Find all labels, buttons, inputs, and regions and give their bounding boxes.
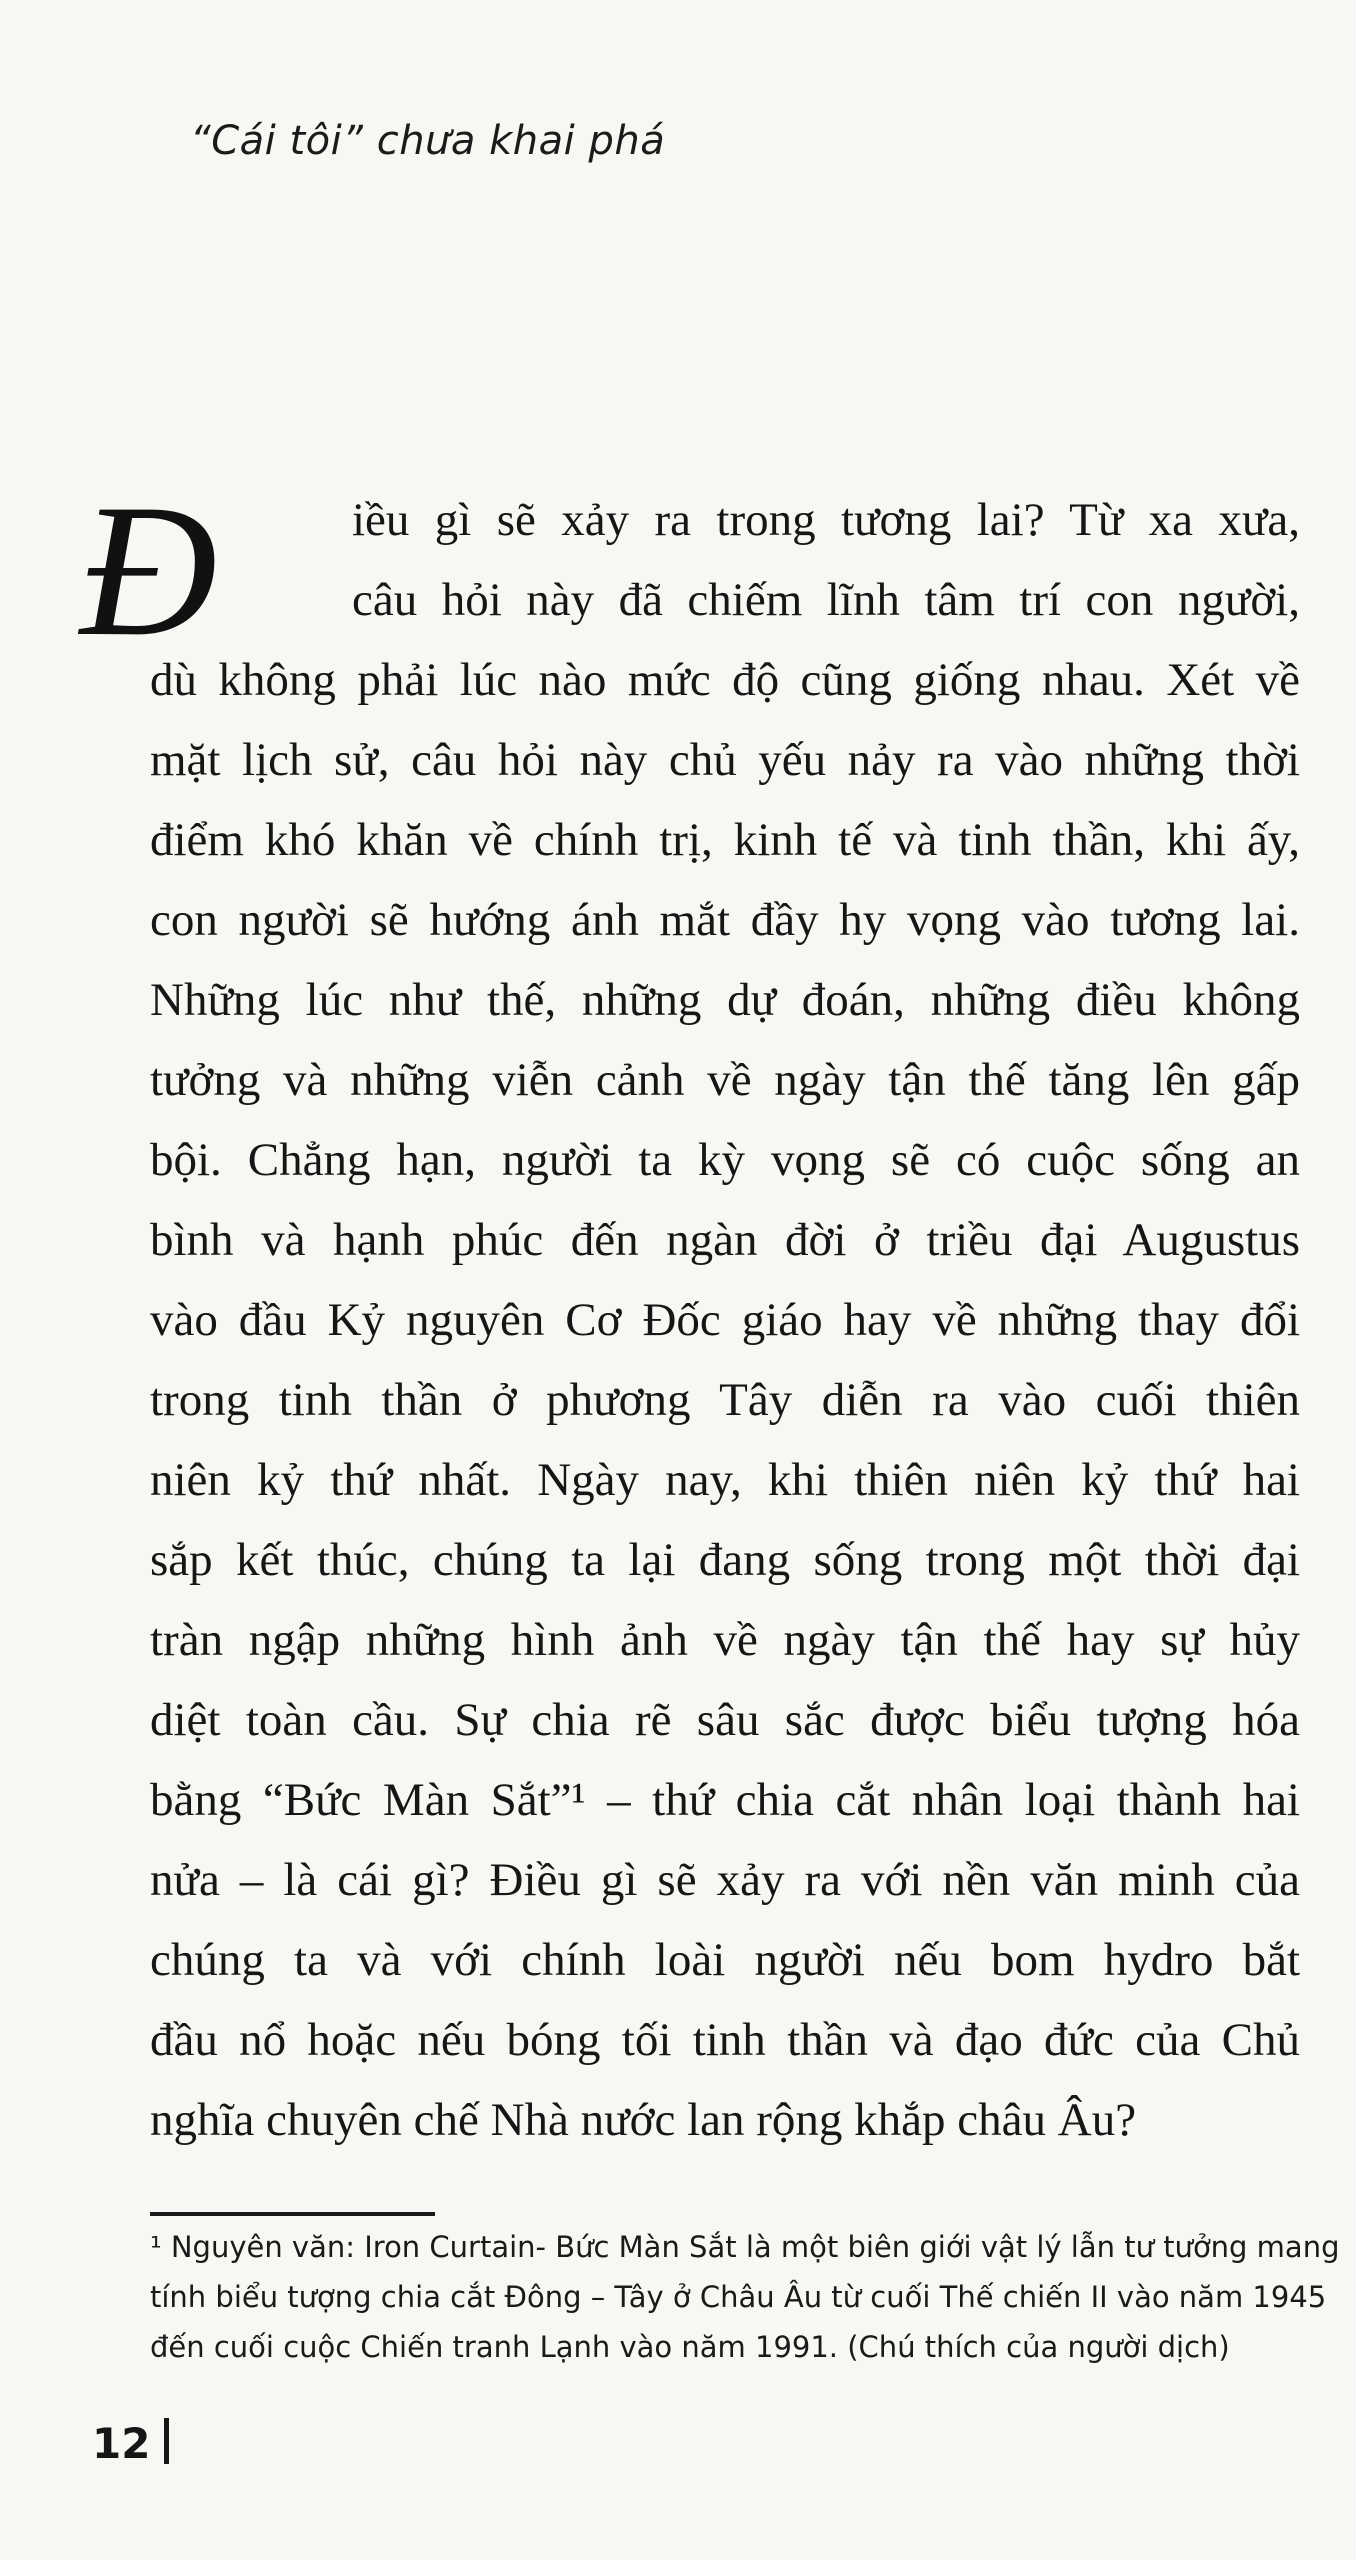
body-line: vào đầu Kỷ nguyên Cơ Đốc giáo hay về những thay đổi	[150, 1294, 1300, 1346]
body-line: chúng ta và với chính loài người nếu bom hydro bắt	[150, 1934, 1300, 1986]
body-line: iều gì sẽ xảy ra trong tương lai? Từ xa xưa,	[352, 494, 1300, 546]
body-line: nửa – là cái gì? Điều gì sẽ xảy ra với nền văn minh của	[150, 1854, 1300, 1906]
body-line: bội. Chẳng hạn, người ta kỳ vọng sẽ có cuộc sống an	[150, 1134, 1300, 1186]
body-line: sắp kết thúc, chúng ta lại đang sống trong một thời đại	[150, 1534, 1300, 1586]
body-line: nghĩa chuyên chế Nhà nước lan rộng khắp châu Âu?	[150, 2094, 1137, 2146]
drop-cap: Đ	[80, 466, 218, 676]
body-line: tràn ngập những hình ảnh về ngày tận thế hay sự hủy	[150, 1614, 1300, 1666]
body-line: điểm khó khăn về chính trị, kinh tế và tinh thần, khi ấy,	[150, 814, 1300, 866]
body-line: Những lúc như thế, những dự đoán, những điều không	[150, 974, 1300, 1026]
body-line: bằng “Bức Màn Sắt”¹ – thứ chia cắt nhân loại thành hai	[150, 1774, 1300, 1826]
body-line: diệt toàn cầu. Sự chia rẽ sâu sắc được biểu tượng hóa	[150, 1694, 1300, 1746]
page-number-block	[92, 2418, 169, 2468]
body-text	[150, 480, 1300, 2160]
body-line: bình và hạnh phúc đến ngàn đời ở triều đại Augustus	[150, 1214, 1300, 1266]
body-line: trong tinh thần ở phương Tây diễn ra vào cuối thiên	[150, 1374, 1300, 1426]
body-line: câu hỏi này đã chiếm lĩnh tâm trí con người,	[352, 574, 1300, 626]
footnote-line: tính biểu tượng chia cắt Đông – Tây ở Châu Âu từ cuối Thế chiến II vào năm 1945	[150, 2280, 1327, 2314]
folio-divider	[164, 2418, 169, 2464]
body-line: mặt lịch sử, câu hỏi này chủ yếu nảy ra vào những thời	[150, 734, 1300, 786]
footnote-line: đến cuối cuộc Chiến tranh Lạnh vào năm 1991. (Chú thích của người dịch)	[150, 2330, 1230, 2364]
body-line: tưởng và những viễn cảnh về ngày tận thế tăng lên gấp	[150, 1054, 1300, 1106]
body-line: dù không phải lúc nào mức độ cũng giống nhau. Xét về	[150, 654, 1300, 706]
body-line: niên kỷ thứ nhất. Ngày nay, khi thiên niên kỷ thứ hai	[150, 1454, 1300, 1506]
page-number: 12	[92, 2419, 151, 2468]
body-line: đầu nổ hoặc nếu bóng tối tinh thần và đạo đức của Chủ	[150, 2014, 1300, 2066]
footnote-line: ¹ Nguyên văn: Iron Curtain- Bức Màn Sắt là một biên giới vật lý lẫn tư tưởng mang	[150, 2230, 1340, 2264]
running-head: “Cái tôi” chưa khai phá	[190, 118, 666, 164]
footnotes	[150, 2222, 1340, 2372]
body-line: con người sẽ hướng ánh mắt đầy hy vọng vào tương lai.	[150, 894, 1300, 946]
footnote-rule	[150, 2212, 435, 2216]
